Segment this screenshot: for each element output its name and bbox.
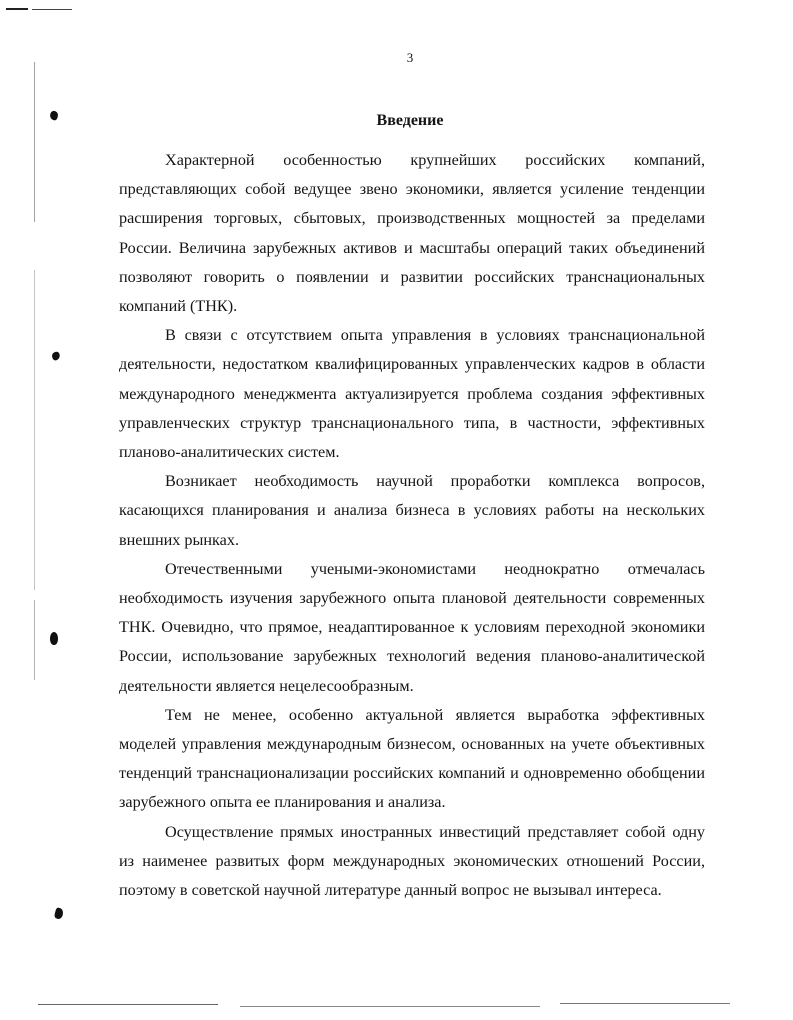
scan-artifact-top-line — [32, 9, 72, 10]
scan-edge-line — [34, 62, 35, 222]
binding-hole-mark — [51, 351, 62, 362]
page-number: 3 — [406, 50, 414, 65]
scan-edge-line — [34, 270, 35, 590]
paragraph: Возникает необходимость научной проработки комплекса вопросов, касающихся планирования и анализа бизнеса в условиях работы на нескольких внешних рынках. — [119, 472, 705, 549]
binding-hole-mark — [54, 907, 65, 920]
scan-artifact-bottom — [38, 1004, 218, 1005]
scan-artifact-bottom — [240, 1006, 540, 1007]
scan-artifact-bottom — [560, 1003, 730, 1004]
paragraph: Тем не менее, особенно актуальной является выработка эффективных моделей управления международным бизнесом, основанных на учете объективных тенденций транснационализации российских компаний и одновременно обобщении зарубежного опыта ее планирования и анализа. — [119, 705, 705, 812]
paragraph: Отечественными учеными-экономистами неоднократно отмечалась необходимость изучения зарубежного опыта плановой деятельности современных ТНК. Очевидно, что прямое, неадаптированное к условиям переходной экономики России, использование зарубежных технологий ведения планово-аналитической деятельности является нецелесообразным. — [119, 559, 705, 695]
paragraph: Характерной особенностью крупнейших российских компаний, представляющих собой ведущее звено экономики, является усиление тенденции расширения торговых, сбытовых, производственных мощностей за пределами России. Величина зарубежных активов и масштабы операций таких объединений позволяют говорить о появлении и развитии российских транснациональных компаний (ТНК). — [119, 151, 705, 316]
binding-hole-mark — [50, 632, 58, 645]
scan-artifact-top — [6, 8, 28, 10]
scan-edge-line — [34, 600, 35, 680]
page-title: Введение — [376, 112, 444, 129]
paragraph: Осуществление прямых иностранных инвестиций представляет собой одну из наименее развитых форм международных экономических отношений России, поэтому в советской научной литературе данный вопрос не вызывал интереса. — [119, 822, 705, 900]
paragraph: В связи с отсутствием опыта управления в условиях транснациональной деятельности, недостатком квалифицированных управленческих кадров в области международного менеджмента актуализируется проблема создания эффективных управленческих структур транснационального типа, в частности, эффективных планово-аналитических систем. — [119, 326, 705, 462]
body-text — [119, 146, 705, 905]
